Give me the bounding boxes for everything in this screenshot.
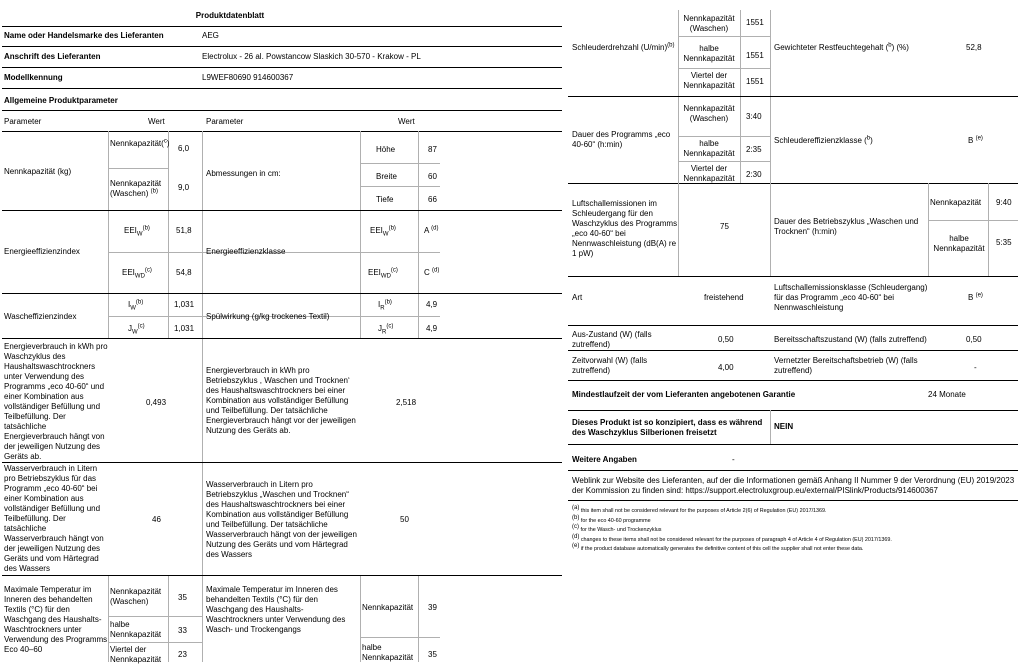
eec-symbol-1: $EEI_W^{(b)}$ xyxy=(370,225,396,238)
water-consumption-label: Wasserverbrauch in Litern pro Betriebszyklus für das Programm „eco 40-60“ bei einer Kombination aus vollständiger Befüllung und Teilbefüllung. Der tatsächliche Wasserverbrauch hängt von der jeweiligen Nutzung des Geräts und vom Härtegrad des Wassers xyxy=(4,464,104,573)
eei-symbol-2: $EEI_{WD}^{(c)}$ xyxy=(122,267,152,280)
capacity-label: Nennkapazität (kg) xyxy=(4,167,72,176)
width-value: 60 xyxy=(428,172,437,181)
additional-info-value: - xyxy=(732,455,735,464)
model-value: L9WEF80690 914600367 xyxy=(202,73,294,82)
max-temp-wd-sub-2: halbe Nennkapazität xyxy=(362,643,414,662)
noise-class-value: B $^{(e)}$ xyxy=(968,292,983,302)
depth-value: 66 xyxy=(428,195,437,204)
wash-value-2: 1,031 xyxy=(174,324,195,333)
networked-standby-label: Vernetzter Bereitschaftsbetrieb (W) (falls zutreffend) xyxy=(774,356,918,375)
footnote-e: $^{(e)}$ if the product database automatically generates the definitive content of this cell the supplier shall not enter these data. xyxy=(572,543,864,552)
header-value-1: Wert xyxy=(148,117,165,126)
eec-symbol-2: $EEI_{WD}^{(c)}$ xyxy=(368,267,398,280)
max-temp-sub-3: Viertel der Nennkapazität xyxy=(110,645,162,664)
rinse-value-2: 4,9 xyxy=(426,324,438,333)
max-temp-label: Maximale Temperatur im Inneren des behandelten Textils (°C) für den Waschgang des Haushalts-Waschtrockners unter Verwendung des Programms Eco 40–60 xyxy=(4,585,108,654)
wash-symbol-2: $J_W^{(c)}$ xyxy=(128,323,145,336)
water-consumption-wd-value: 50 xyxy=(400,515,409,524)
supplier-address-label: Anschrift des Lieferanten xyxy=(4,52,101,61)
max-temp-wd-value-2: 35 xyxy=(428,650,437,659)
header-parameter-2: Parameter xyxy=(206,117,244,126)
moisture-value: 52,8 xyxy=(966,43,982,52)
water-consumption-wd-label: Wasserverbrauch in Litern pro Betriebszyklus „Waschen und Trocknen“ des Haushaltswaschtrockners bei einer Kombination aus vollständiger Befüllung und Teilbefüllung. Der tatsächliche Wasserverbrauch hängt von der jeweiligen Nutzung des Geräts und vom Härtegrad des Wassers xyxy=(206,480,357,559)
off-mode-value: 0,50 xyxy=(718,335,734,344)
energy-consumption-label: Energieverbrauch in kWh pro Waschzyklus des Haushaltswaschtrockners unter Verwendung des Programms „eco 40-60“ und einer Kombination aus vollständiger Befüllung und Teilbefüllung. Der tatsächliche Energieverbrauch hängt von der jeweiligen Nutzung des Geräts ab. xyxy=(4,342,108,461)
type-label: Art xyxy=(572,293,583,302)
moisture-label: Gewichteter Restfeuchtegehalt ($^b$) (%) xyxy=(774,42,909,52)
standby-label: Bereitsschaftszustand (W) (falls zutreffend) xyxy=(774,335,927,344)
energy-consumption-value: 0,493 xyxy=(146,398,167,407)
standby-value: 0,50 xyxy=(966,335,982,344)
wd-cycle-sub-2: halbe Nennkapazität xyxy=(933,234,985,253)
rinse-symbol-2: $J_R^{(c)}$ xyxy=(378,323,394,336)
height-value: 87 xyxy=(428,145,437,154)
energy-consumption-wd-value: 2,518 xyxy=(396,398,417,407)
model-label: Modellkennung xyxy=(4,73,63,82)
spin-class-value: B $^{(e)}$ xyxy=(968,135,983,145)
type-value: freistehend xyxy=(704,293,744,302)
header-parameter-1: Parameter xyxy=(4,117,42,126)
silver-ions-value: NEIN xyxy=(774,422,794,431)
footnote-d: $^{(d)}$ changes to these items shall not be considered relevant for the purposes of paragraph 4 of Article 4 of Regulation (EU) 2017/1369. xyxy=(572,534,892,543)
section-heading: Allgemeine Produktparameter xyxy=(4,96,118,105)
warranty-value: 24 Monate xyxy=(928,390,966,399)
spin-value-3: 1551 xyxy=(746,77,764,86)
eec-value-2: C $^{(d)}$ xyxy=(424,267,440,277)
max-temp-sub-2: halbe Nennkapazität xyxy=(110,620,162,639)
duration-value-1: 3:40 xyxy=(746,112,762,121)
eec-label: Energieeffizienzklasse xyxy=(206,247,286,256)
spin-value-2: 1551 xyxy=(746,51,764,60)
supplier-name-value: AEG xyxy=(202,31,219,40)
noise-label: Luftschallemissionen im Schleudergang für den Waschzyklus des Programms „eco 40-60“ bei Nennwaschleistung (dB(A) re 1 pW) xyxy=(572,199,678,258)
wash-symbol-1: $I_W^{(b)}$ xyxy=(128,299,144,312)
dimensions-label: Abmessungen in cm: xyxy=(206,169,281,178)
max-temp-value-2: 33 xyxy=(178,626,187,635)
spin-value-1: 1551 xyxy=(746,18,764,27)
depth-label: Tiefe xyxy=(376,195,394,204)
duration-sub-3: Viertel der Nennkapazität xyxy=(683,164,735,183)
duration-value-2: 2:35 xyxy=(746,145,762,154)
capacity-sub-1: Nennkapazität($^c$) xyxy=(110,138,170,148)
rinse-label: Spülwirkung (g/kg trockenes Textil) xyxy=(206,312,330,321)
eei-value-1: 51,8 xyxy=(176,226,192,235)
supplier-name-label: Name oder Handelsmarke des Lieferanten xyxy=(4,31,164,40)
sheet-title: Produktdatenblatt xyxy=(195,11,265,20)
wd-cycle-value-2: 5:35 xyxy=(996,238,1012,247)
spin-sub-2: halbe Nennkapazität xyxy=(683,44,735,63)
duration-sub-1: Nennkapazität (Waschen) xyxy=(683,104,735,123)
wd-cycle-value-1: 9:40 xyxy=(996,198,1012,207)
duration-sub-2: halbe Nennkapazität xyxy=(683,139,735,158)
supplier-weblink: Weblink zur Website des Lieferanten, auf der die Informationen gemäß Anhang II Nummer 9 der Verordnung (EU) 2019/2023 der Kommission zu finden sind: https://support.electroluxgroup.eu/external/PISlink/Products/914600367 xyxy=(572,476,1015,495)
footnote-b: $^{(b)}$ for the eco 40-60 programme xyxy=(572,515,651,524)
noise-class-label: Luftschallemissionsklasse (Schleudergang) für das Programm „eco 40-60“ bei Nennwaschleistung xyxy=(774,283,928,312)
wd-cycle-duration-label: Dauer des Betriebszyklus „Waschen und Trocknen“ (h:min) xyxy=(774,217,919,236)
height-label: Höhe xyxy=(376,145,396,154)
capacity-value-1: 6,0 xyxy=(178,144,190,153)
width-label: Breite xyxy=(376,172,397,181)
silver-ions-label: Dieses Produkt ist so konzipiert, dass es während des Waschzyklus Silberionen freisetzt xyxy=(572,418,763,437)
noise-value: 75 xyxy=(720,222,729,231)
eec-value-1: A $^{(d)}$ xyxy=(424,225,439,235)
spin-sub-1: Nennkapazität (Waschen) xyxy=(683,14,735,33)
programme-duration-label: Dauer des Programms „eco 40-60“ (h:min) xyxy=(572,130,671,149)
duration-value-3: 2:30 xyxy=(746,170,762,179)
capacity-sub-2: Nennkapazität (Waschen) $^{(b)}$ xyxy=(110,179,162,198)
rinse-symbol-1: $I_R^{(b)}$ xyxy=(378,299,392,312)
eei-value-2: 54,8 xyxy=(176,268,192,277)
delay-start-value: 4,00 xyxy=(718,363,734,372)
spin-class-label: Schleudereffizienzklasse ($^b$) xyxy=(774,135,873,145)
max-temp-wd-label: Maximale Temperatur im Inneren des behandelten Textils (°C) für den Waschgang des Haushalts-Waschtrockners unter Verwendung des Wasch- und Trockengangs xyxy=(206,585,346,634)
spin-speed-label: Schleuderdrehzahl $(U/\min)^{(b)}$ xyxy=(572,42,675,52)
delay-start-label: Zeitvorwahl (W) (falls zutreffend) xyxy=(572,356,648,375)
off-mode-label: Aus-Zustand (W) (falls zutreffend) xyxy=(572,330,652,349)
networked-standby-value: - xyxy=(974,363,977,372)
footnote-c: $^{(c)}$ for the Wasch- und Trockenzyklus xyxy=(572,524,662,533)
capacity-value-2: 9,0 xyxy=(178,183,190,192)
wash-value-1: 1,031 xyxy=(174,300,195,309)
eei-symbol-1: $EEI_W^{(b)}$ xyxy=(124,225,150,238)
max-temp-wd-sub-1: Nennkapazität xyxy=(362,603,414,612)
footnote-a: $^{(a)}$ this item shall not be considered relevant for the purposes of Article 2(6) of Regulation (EU) 2017/1369. xyxy=(572,505,827,514)
max-temp-value-3: 23 xyxy=(178,650,187,659)
supplier-address-value: Electrolux - 26 al. Powstancow Slaskich 30-570 - Krakow - PL xyxy=(202,52,421,61)
energy-consumption-wd-label: Energieverbrauch in kWh pro Betriebszyklus , Waschen und Trocknen‘ des Haushaltswaschtrockners bei einer Kombination aus vollständiger Befüllung und Teilbefüllung. Der tatsächliche Energieverbrauch hängt vor der jeweiligen Nutzung des Geräts ab. xyxy=(206,366,356,435)
wd-cycle-sub-1: Nennkapazität xyxy=(930,198,982,207)
max-temp-wd-value-1: 39 xyxy=(428,603,437,612)
additional-info-label: Weitere Angaben xyxy=(572,455,637,464)
water-consumption-value: 46 xyxy=(152,515,161,524)
header-value-2: Wert xyxy=(398,117,415,126)
wash-efficiency-label: Wascheffizienzindex xyxy=(4,312,77,321)
spin-sub-3: Viertel der Nennkapazität xyxy=(683,71,735,90)
warranty-label: Mindestlaufzeit der vom Lieferanten angebotenen Garantie xyxy=(572,390,796,399)
rinse-value-1: 4,9 xyxy=(426,300,438,309)
max-temp-value-1: 35 xyxy=(178,593,187,602)
eei-label: Energieeffizienzindex xyxy=(4,247,80,256)
max-temp-sub-1: Nennkapazität (Waschen) xyxy=(110,587,162,606)
